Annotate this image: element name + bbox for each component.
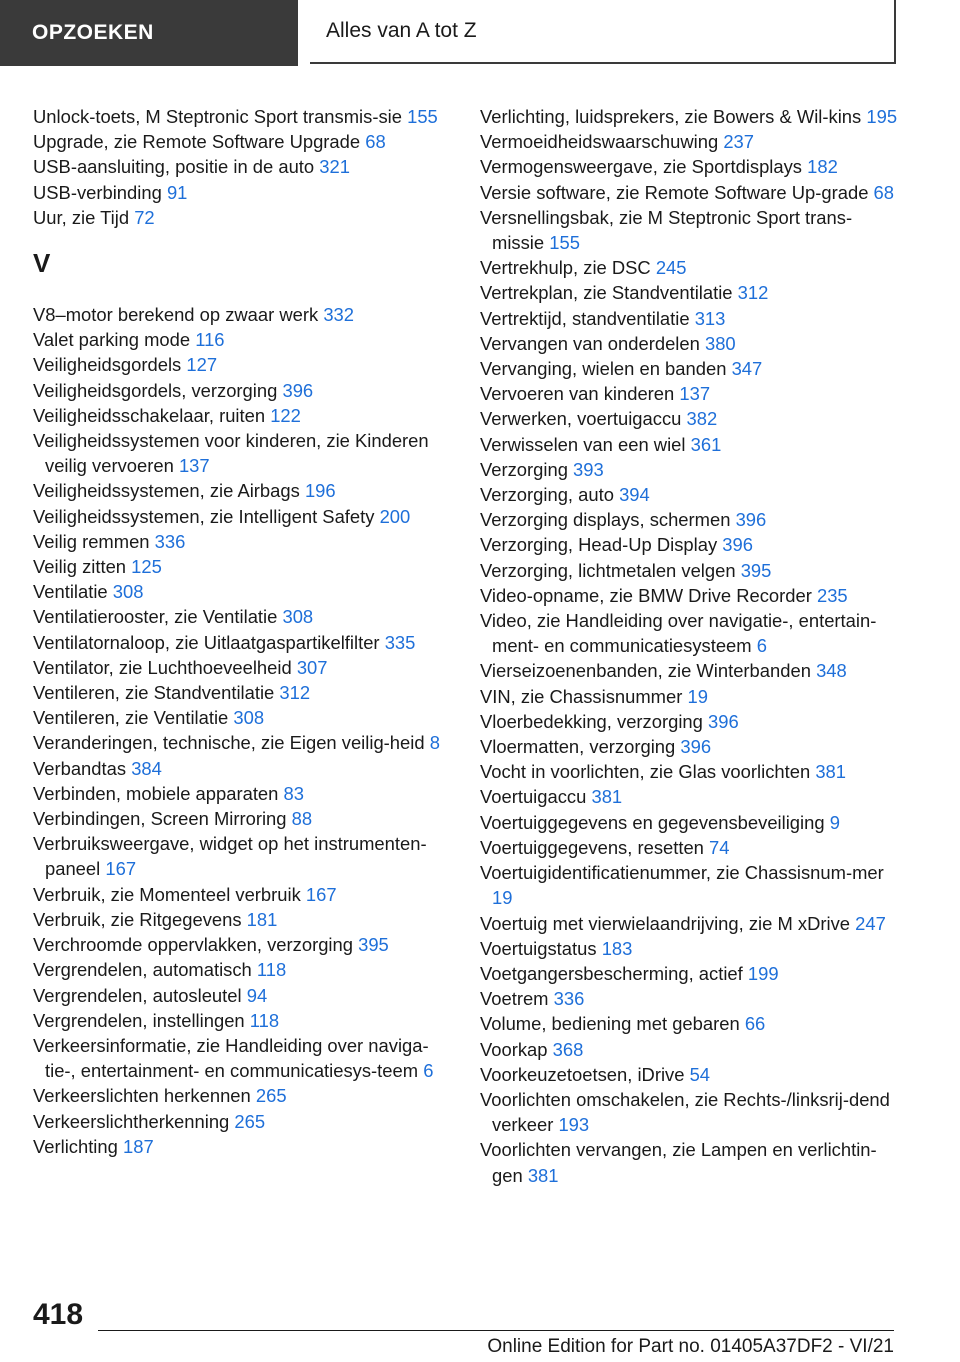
- page-reference-link[interactable]: 396: [680, 736, 712, 758]
- index-entry-text: Video-opname, zie BMW Drive Recorder: [480, 584, 812, 606]
- index-entry: [33, 1008, 448, 1033]
- index-entry-text: Veiligheidssystemen, zie Airbags: [33, 480, 300, 502]
- index-entry-text: Vermogensweergave, zie Sportdisplays: [480, 156, 803, 178]
- index-entry-text: Voertuigidentificatienummer, zie Chassisnum-mer: [480, 862, 884, 884]
- index-entry-text: Verlichting: [33, 1135, 118, 1157]
- index-entry: [480, 759, 900, 784]
- index-entry: [33, 655, 448, 680]
- page-reference-link[interactable]: 381: [815, 761, 846, 783]
- index-entry-text: Vermoeidheidswaarschuwing: [480, 131, 719, 153]
- index-entry: [480, 532, 900, 557]
- index-entry-text: Voorkap: [480, 1038, 548, 1060]
- page-reference-link[interactable]: 396: [282, 379, 314, 401]
- page-header: [0, 0, 960, 66]
- index-entry: [33, 478, 448, 503]
- index-entry: [480, 784, 900, 809]
- page-reference-link[interactable]: 182: [807, 156, 838, 178]
- index-entry: [33, 630, 448, 655]
- index-entry: [480, 129, 900, 154]
- index-entry: [480, 583, 900, 608]
- index-letter-heading: V: [33, 248, 51, 279]
- index-entry: [33, 378, 448, 403]
- index-entry: [480, 180, 900, 205]
- index-entry-text: Vertrekplan, zie Standventilatie: [480, 282, 733, 304]
- index-entry: [480, 558, 900, 583]
- page-reference-link[interactable]: 247: [855, 912, 886, 934]
- index-entry-text: Voetgangersbescherming, actief: [480, 962, 743, 984]
- index-entry-text: Veiligheidsgordels, verzorging: [33, 379, 278, 401]
- page-reference-link[interactable]: 125: [131, 556, 162, 578]
- page-reference-link[interactable]: 88: [291, 808, 313, 830]
- page-reference-link[interactable]: 307: [296, 656, 328, 678]
- index-entry: [480, 734, 900, 759]
- index-entry-text: Voertuiggegevens en gegevensbeveiliging: [480, 811, 825, 833]
- index-entry-text: VIN, zie Chassisnummer: [480, 685, 683, 707]
- index-entry: [480, 1062, 900, 1087]
- index-entry: [480, 860, 900, 910]
- index-entry-text: Veilig zitten: [33, 556, 127, 578]
- index-entry-text: Uur, zie Tijd: [33, 206, 130, 228]
- index-entry: [480, 306, 900, 331]
- page-reference-link[interactable]: 312: [737, 282, 769, 304]
- page-reference-link[interactable]: 396: [708, 710, 739, 732]
- page-reference-link[interactable]: 308: [112, 581, 144, 603]
- index-entry-text: USB-verbinding: [33, 181, 162, 203]
- index-entry-text: Vergrendelen, autosleutel: [33, 984, 242, 1006]
- index-entry-text: Verlichting, luidsprekers, zie Bowers & Wil-kins: [480, 106, 862, 127]
- index-entry: [33, 730, 448, 755]
- index-column-right: [480, 104, 900, 1188]
- index-entry: [480, 936, 900, 961]
- index-entry: [480, 356, 900, 381]
- page-reference-link[interactable]: 72: [134, 206, 155, 228]
- index-entry: [480, 810, 900, 835]
- index-entry: [480, 280, 900, 305]
- page-reference-link[interactable]: 321: [319, 156, 350, 178]
- index-entry: [33, 129, 448, 154]
- page-reference-link[interactable]: 394: [619, 484, 650, 506]
- page-reference-link[interactable]: 380: [704, 332, 736, 354]
- page-reference-link[interactable]: 313: [694, 307, 726, 329]
- index-entry-text: Voertuig met vierwielaandrijving, zie M xDrive: [480, 912, 850, 934]
- index-entry-text: Vergrendelen, instellingen: [33, 1009, 245, 1031]
- page-reference-link[interactable]: 199: [747, 962, 779, 984]
- index-entry: [33, 806, 448, 831]
- index-entry: [480, 608, 900, 658]
- index-entry: [480, 255, 900, 280]
- chapter-title: Alles van A tot Z: [310, 0, 896, 64]
- page-reference-link[interactable]: 68: [365, 131, 386, 153]
- index-entry-text: Veiligheidssystemen voor kinderen, zie Kinderen veilig vervoeren: [33, 430, 429, 477]
- page-reference-link[interactable]: 200: [379, 505, 411, 527]
- index-entry: [480, 911, 900, 936]
- index-entry: [480, 104, 900, 129]
- index-entry-text: USB-aansluiting, positie in de auto: [33, 156, 315, 178]
- page-reference-link[interactable]: 6: [423, 1060, 434, 1082]
- page-reference-link[interactable]: 308: [282, 606, 314, 628]
- footer-divider: [98, 1330, 894, 1331]
- page-reference-link[interactable]: 348: [816, 660, 847, 682]
- index-entry-text: Veiligheidsschakelaar, ruiten: [33, 404, 266, 426]
- index-entry-text: Verkeerslichten herkennen: [33, 1085, 251, 1107]
- index-entry-text: Ventilatierooster, zie Ventilatie: [33, 606, 278, 628]
- index-entry: [33, 983, 448, 1008]
- index-entry-text: Verbindingen, Screen Mirroring: [33, 808, 287, 830]
- page-reference-link[interactable]: 395: [740, 559, 772, 581]
- page-reference-link[interactable]: 83: [283, 782, 304, 804]
- page-reference-link[interactable]: 335: [384, 631, 416, 653]
- index-entry-text: Ventileren, zie Standventilatie: [33, 682, 275, 704]
- page-reference-link[interactable]: 237: [723, 131, 755, 153]
- page-reference-link[interactable]: 187: [122, 1135, 154, 1157]
- page-reference-link[interactable]: 94: [246, 984, 268, 1006]
- index-entry-text: Verbruik, zie Momenteel verbruik: [33, 883, 301, 905]
- page-reference-link[interactable]: 381: [591, 786, 623, 808]
- page-reference-link[interactable]: 91: [166, 181, 188, 203]
- index-entry-text: Vertrektijd, standventilatie: [480, 307, 690, 329]
- index-entry: [480, 835, 900, 860]
- index-entry-text: Verwerken, voertuigaccu: [480, 408, 682, 430]
- index-entry-text: Voorlichten vervangen, zie Lampen en verlichtin-gen: [480, 1139, 877, 1186]
- index-column-left: [33, 104, 448, 1159]
- index-entry: [33, 104, 448, 129]
- index-entry-text: Versie software, zie Remote Software Up-grade: [480, 181, 869, 203]
- page-reference-link[interactable]: 137: [178, 455, 210, 477]
- index-entry-text: Verbruiksweergave, widget op het instrumenten-paneel: [33, 833, 427, 880]
- page-reference-link[interactable]: 195: [866, 106, 898, 127]
- index-entry: [33, 403, 448, 428]
- index-entry-text: Unlock-toets, M Steptronic Sport transmis-sie: [33, 106, 402, 127]
- page-reference-link[interactable]: 361: [690, 433, 722, 455]
- index-entry: [33, 1033, 448, 1083]
- page-reference-link[interactable]: 183: [601, 937, 633, 959]
- index-entry-text: Verzorging displays, schermen: [480, 509, 731, 531]
- page-reference-link[interactable]: 68: [873, 181, 895, 203]
- page-reference-link[interactable]: 9: [829, 811, 840, 833]
- index-entry-text: Vocht in voorlichten, zie Glas voorlichten: [480, 761, 811, 783]
- index-entry-text: V8–motor berekend op zwaar werk: [33, 304, 319, 326]
- index-entry-text: Voorkeuzetoetsen, iDrive: [480, 1063, 685, 1085]
- index-entry-text: Ventilator, zie Luchthoeveelheid: [33, 656, 292, 678]
- page-reference-link[interactable]: 19: [492, 887, 513, 909]
- index-entry-text: Voertuiggegevens, resetten: [480, 836, 704, 858]
- index-entry-text: Verwisselen van een wiel: [480, 433, 686, 455]
- index-entry-text: Vervangen van onderdelen: [480, 332, 700, 354]
- index-entry: [480, 684, 900, 709]
- index-entry: [33, 1134, 448, 1159]
- page-reference-link[interactable]: 265: [234, 1110, 266, 1132]
- index-entry: [33, 756, 448, 781]
- index-entry: [33, 327, 448, 352]
- page-reference-link[interactable]: 332: [323, 304, 355, 326]
- index-entry-text: Video, zie Handleiding over navigatie-, entertain-ment- en communicatiesysteem: [480, 610, 877, 657]
- index-entry-text: Valet parking mode: [33, 329, 191, 351]
- page-reference-link[interactable]: 181: [246, 908, 278, 930]
- index-entry-text: Vloerbedekking, verzorging: [480, 710, 703, 732]
- page-reference-link[interactable]: 6: [756, 635, 767, 657]
- index-entry-text: Veilig remmen: [33, 530, 150, 552]
- page-number: 418: [33, 1298, 84, 1331]
- index-entry-text: Veranderingen, technische, zie Eigen veilig-heid: [33, 732, 425, 754]
- page-reference-link[interactable]: 235: [816, 584, 848, 606]
- index-entry: [33, 907, 448, 932]
- page-reference-link[interactable]: 118: [249, 1009, 280, 1031]
- page-reference-link[interactable]: 118: [256, 959, 287, 981]
- index-entry-text: Ventilatornaloop, zie Uitlaatgaspartikelfilter: [33, 631, 380, 653]
- index-entry: [480, 1087, 900, 1137]
- index-entry: [33, 705, 448, 730]
- index-entry-text: Verzorging, lichtmetalen velgen: [480, 559, 736, 581]
- index-entry: [33, 1083, 448, 1108]
- index-entry: [480, 432, 900, 457]
- page-reference-link[interactable]: 155: [407, 106, 438, 127]
- index-entry-text: Vertrekhulp, zie DSC: [480, 257, 651, 279]
- index-entry: [33, 205, 448, 230]
- index-entry: [33, 529, 448, 554]
- index-entry: [33, 180, 448, 205]
- index-entry: [33, 428, 448, 478]
- index-entry-text: Veiligheidssystemen, zie Intelligent Safety: [33, 505, 375, 527]
- index-entry: [480, 507, 900, 532]
- index-entry: [480, 406, 900, 431]
- index-entry-text: Verbandtas: [33, 757, 127, 779]
- page-reference-link[interactable]: 347: [731, 358, 763, 380]
- page-reference-link[interactable]: 54: [689, 1063, 711, 1085]
- index-entry: [33, 1109, 448, 1134]
- index-entry-text: Verzorging, auto: [480, 484, 614, 506]
- page-reference-link[interactable]: 19: [687, 685, 708, 707]
- page-reference-link[interactable]: 66: [744, 1013, 766, 1035]
- page-reference-link[interactable]: 196: [304, 480, 336, 502]
- page-reference-link[interactable]: 384: [131, 757, 162, 779]
- index-entry: [33, 504, 448, 529]
- index-entry: [33, 554, 448, 579]
- index-entry-text: Verzorging, Head-Up Display: [480, 534, 718, 556]
- page-reference-link[interactable]: 137: [679, 383, 711, 405]
- index-entry: [480, 1137, 900, 1187]
- page-reference-link[interactable]: 393: [573, 458, 604, 480]
- page-reference-link[interactable]: 336: [553, 988, 585, 1010]
- index-entry-text: Verkeersinformatie, zie Handleiding over naviga-tie-, entertainment- en communicatiesys-teem: [33, 1034, 429, 1082]
- index-entry: [33, 579, 448, 604]
- index-entry-text: Vierseizoenenbanden, zie Winterbanden: [480, 660, 811, 682]
- index-entry: [33, 302, 448, 327]
- index-entry-text: Verbruik, zie Ritgegevens: [33, 908, 242, 930]
- index-entry: [480, 457, 900, 482]
- page-reference-link[interactable]: 265: [255, 1085, 287, 1107]
- page-reference-link[interactable]: 167: [105, 858, 137, 880]
- section-tab: OPZOEKEN: [0, 0, 298, 66]
- index-entry: [33, 781, 448, 806]
- page-reference-link[interactable]: 116: [195, 329, 225, 351]
- index-entry: [480, 1011, 900, 1036]
- page-reference-link[interactable]: 74: [709, 836, 730, 858]
- index-entry: [33, 882, 448, 907]
- index-entry-text: Verchroomde oppervlakken, verzorging: [33, 934, 353, 956]
- index-entry: [33, 957, 448, 982]
- index-entry: [480, 658, 900, 683]
- page-reference-link[interactable]: 127: [186, 354, 218, 376]
- index-entry: [480, 381, 900, 406]
- page-reference-link[interactable]: 122: [270, 404, 301, 426]
- page-reference-link[interactable]: 312: [279, 682, 311, 704]
- page-reference-link[interactable]: 167: [305, 883, 337, 905]
- index-entry-text: Versnellingsbak, zie M Steptronic Sport trans-missie: [480, 206, 853, 254]
- index-entry: [33, 932, 448, 957]
- index-entry: [480, 961, 900, 986]
- page-reference-link[interactable]: 308: [233, 707, 265, 729]
- index-entry-text: Ventileren, zie Ventilatie: [33, 707, 229, 729]
- index-entry-text: Upgrade, zie Remote Software Upgrade: [33, 131, 361, 153]
- page-reference-link[interactable]: 396: [735, 509, 767, 531]
- index-entry: [33, 831, 448, 881]
- index-entry: [480, 205, 900, 255]
- index-entry-text: Vervanging, wielen en banden: [480, 358, 727, 380]
- index-entry-text: Verbinden, mobiele apparaten: [33, 782, 279, 804]
- page-reference-link[interactable]: 155: [549, 232, 580, 254]
- index-entry: [480, 331, 900, 356]
- index-entry: [33, 604, 448, 629]
- page-reference-link[interactable]: 336: [154, 530, 186, 552]
- index-entry: [480, 709, 900, 734]
- page-reference-link[interactable]: 193: [558, 1114, 590, 1136]
- index-entry-text: Volume, bediening met gebaren: [480, 1013, 740, 1035]
- index-entry: [480, 1037, 900, 1062]
- page-reference-link[interactable]: 395: [358, 934, 389, 956]
- index-entry-text: Verzorging: [480, 458, 568, 480]
- index-entry: [480, 986, 900, 1011]
- index-entry-text: Veiligheidsgordels: [33, 354, 182, 376]
- page-reference-link[interactable]: 382: [686, 408, 718, 430]
- index-entry-text: Vergrendelen, automatisch: [33, 959, 252, 981]
- index-entry-text: Voetrem: [480, 988, 549, 1010]
- index-entry-text: Vervoeren van kinderen: [480, 383, 675, 405]
- page-reference-link[interactable]: 396: [722, 534, 753, 556]
- page-reference-link[interactable]: 245: [655, 257, 687, 279]
- index-entry: [480, 482, 900, 507]
- page-reference-link[interactable]: 8: [429, 732, 440, 754]
- index-entry-text: Ventilatie: [33, 581, 108, 603]
- edition-note: Online Edition for Part no. 01405A37DF2 - VI/21: [487, 1336, 894, 1357]
- index-entry-text: Voertuigstatus: [480, 937, 597, 959]
- index-entry: [480, 154, 900, 179]
- index-entry: [33, 680, 448, 705]
- index-entry: [33, 352, 448, 377]
- index-entry-text: Vloermatten, verzorging: [480, 736, 676, 758]
- page-reference-link[interactable]: 381: [527, 1164, 559, 1186]
- index-entry-text: Voertuigaccu: [480, 786, 587, 808]
- page-reference-link[interactable]: 368: [552, 1038, 584, 1060]
- index-entry-text: Verkeerslichtherkenning: [33, 1110, 230, 1132]
- index-entry-text: Voorlichten omschakelen, zie Rechts-/linksrij-dend verkeer: [480, 1088, 890, 1136]
- index-entry: [33, 154, 448, 179]
